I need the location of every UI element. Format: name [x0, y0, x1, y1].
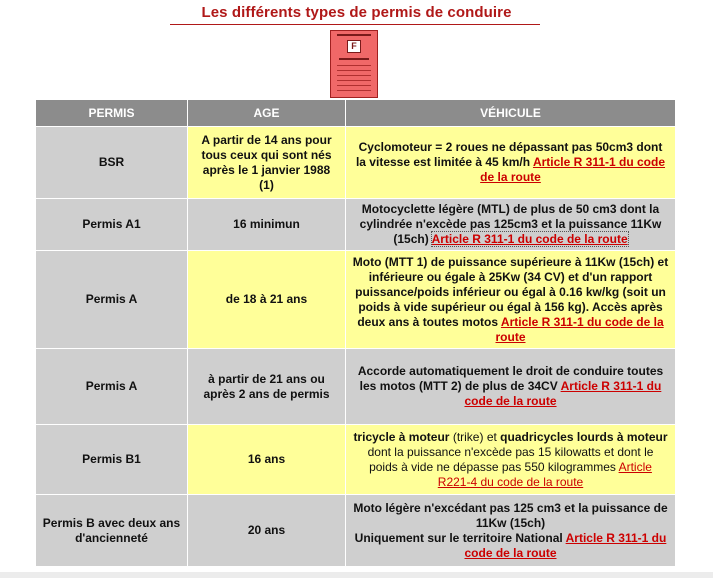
vehicule-cell — [346, 251, 676, 349]
title-underline — [170, 24, 540, 25]
table-row — [36, 349, 676, 425]
article-link[interactable]: Article R 311-1 du code de la route — [464, 530, 667, 560]
header-permis: PERMIS — [36, 100, 188, 127]
permis-cell: Permis A — [36, 251, 188, 349]
table-row — [36, 495, 676, 567]
permis-cell: BSR — [36, 127, 188, 199]
permits-table — [35, 99, 676, 567]
vehicule-cell — [346, 127, 676, 199]
age-cell: 20 ans — [188, 495, 346, 567]
article-link[interactable]: Article R 311-1 du code de la route — [464, 379, 662, 408]
permit-card-image — [330, 30, 378, 98]
article-link[interactable]: Article R 311-1 du code de la route — [431, 232, 628, 246]
vehicule-text-bold: tricycle à moteur — [353, 429, 450, 444]
age-cell: 16 ans — [188, 425, 346, 495]
permit-card-badge: F — [347, 40, 361, 53]
header-vehicule: VÉHICULE — [346, 100, 676, 127]
permis-cell: Permis A — [36, 349, 188, 425]
article-link[interactable]: Article R221-4 du code de la route — [437, 459, 652, 489]
table-row — [36, 425, 676, 495]
permit-card-title — [339, 58, 369, 60]
article-link[interactable]: Article R 311-1 du code de la route — [480, 155, 666, 184]
vehicule-text: Uniquement sur le territoire National — [354, 530, 566, 545]
table-header-row — [36, 100, 676, 127]
vehicule-text: dont la puissance n'excède pas 15 kilowatts et dont le poids à vide ne dépasse pas 550 kilogrammes — [367, 444, 654, 474]
permit-card-line — [337, 75, 371, 76]
vehicule-cell — [346, 199, 676, 251]
vehicule-text: Moto (MTT 1) de puissance supérieure à 11Kw (15ch) et inférieure ou égale à 25Kw (34 CV) et d'un rapport puissance/poids inférieur ou égal à 0.16 kw/kg (soit un poids à vide supérieur ou égal à 156 kg). Accès après deux ans à toutes motos — [352, 254, 669, 329]
permit-card-line — [337, 80, 371, 81]
permit-card-line — [337, 90, 371, 91]
vehicule-cell — [346, 349, 676, 425]
permit-card-line — [337, 65, 371, 66]
table-row — [36, 127, 676, 199]
vehicule-text: Accorde automatiquement le droit de conduire toutes les motos (MTT 2) de plus de 34CV — [357, 364, 664, 393]
permis-cell: Permis A1 — [36, 199, 188, 251]
page-title: Les différents types de permis de conduire — [201, 4, 512, 21]
permit-card-line — [337, 85, 371, 86]
vehicule-cell — [346, 425, 676, 495]
header-age: AGE — [188, 100, 346, 127]
bottom-bar — [0, 572, 713, 578]
table-row — [36, 251, 676, 349]
vehicule-text-bold: quadricycles lourds à moteur — [500, 429, 668, 444]
article-link[interactable]: Article R 311-1 du code de la route — [495, 314, 664, 344]
vehicule-cell — [346, 495, 676, 567]
age-cell: de 18 à 21 ans — [188, 251, 346, 349]
age-cell: A partir de 14 ans pour tous ceux qui sont nés après le 1 janvier 1988 (1) — [188, 127, 346, 199]
permit-card-line — [337, 70, 371, 71]
vehicule-text: Cyclomoteur = 2 roues ne dépassant pas 50cm3 dont la vitesse est limitée à 45 km/h — [355, 140, 663, 169]
vehicule-text: Moto légère n'excédant pas 125 cm3 et la puissance de 11Kw (15ch) — [353, 500, 668, 530]
permis-cell: Permis B avec deux ans d'ancienneté — [36, 495, 188, 567]
permis-cell: Permis B1 — [36, 425, 188, 495]
permit-card-header — [337, 34, 371, 36]
table-row — [36, 199, 676, 251]
vehicule-text: (trike) et — [449, 429, 501, 444]
vehicule-text: Motocyclette légère (MTL) de plus de 50 cm3 dont la cylindrée n'excède pas 125cm3 et la puissance 11Kw (15ch) — [359, 202, 662, 246]
age-cell: 16 minimun — [188, 199, 346, 251]
age-cell: à partir de 21 ans ou après 2 ans de permis — [188, 349, 346, 425]
